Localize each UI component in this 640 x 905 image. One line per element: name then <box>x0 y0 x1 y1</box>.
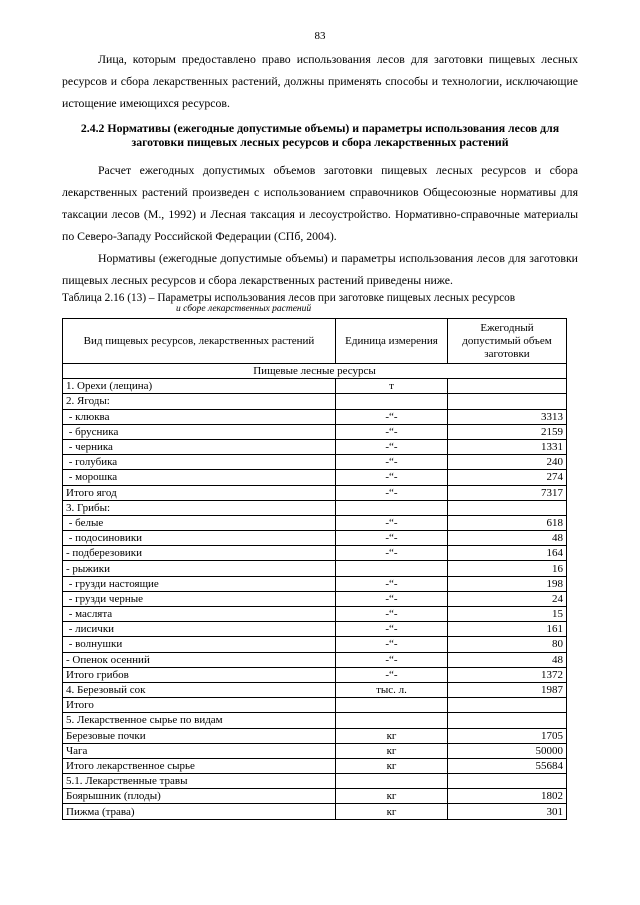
table-row <box>63 728 567 743</box>
cell-value <box>448 379 567 394</box>
cell-resource-name: - Опенок осенний <box>63 652 336 667</box>
table-row <box>63 455 567 470</box>
page-number: 83 <box>314 30 326 42</box>
cell-unit: кг <box>336 789 448 804</box>
section-heading: 2.4.2 Нормативы (ежегодные допустимые объемы) и параметры использования лесов для заготовки пищевых лесных ресурсов и сбора лекарственных растений <box>80 121 560 149</box>
cell-resource-name: - брусника <box>63 424 336 439</box>
cell-value: 618 <box>448 515 567 530</box>
cell-unit: -“- <box>336 637 448 652</box>
cell-resource-name: - подосиновики <box>63 531 336 546</box>
cell-unit <box>336 561 448 576</box>
cell-resource-name: Итого лекарственное сырье <box>63 758 336 773</box>
cell-resource-name: Итого грибов <box>63 667 336 682</box>
table-row <box>63 394 567 409</box>
cell-resource-name: 5.1. Лекарственные травы <box>63 774 336 789</box>
table-caption: Таблица 2.16 (13) – Параметры использования лесов при заготовке пищевых лесных ресурсов <box>62 292 516 304</box>
table-row <box>63 439 567 454</box>
cell-unit: -“- <box>336 424 448 439</box>
cell-value: 1331 <box>448 439 567 454</box>
document-body <box>62 48 578 820</box>
cell-value <box>448 774 567 789</box>
cell-resource-name: 4. Березовый сок <box>63 682 336 697</box>
table-row <box>63 682 567 697</box>
cell-resource-name: Итого ягод <box>63 485 336 500</box>
header-unit: Единица измерения <box>336 319 448 364</box>
table-row <box>63 470 567 485</box>
table-row <box>63 515 567 530</box>
cell-unit: -“- <box>336 531 448 546</box>
cell-value: 2159 <box>448 424 567 439</box>
table-row <box>63 546 567 561</box>
cell-value: 48 <box>448 652 567 667</box>
table-row <box>63 485 567 500</box>
table-row <box>63 667 567 682</box>
group-label: Пищевые лесные ресурсы <box>63 364 567 379</box>
cell-resource-name: Пижма (трава) <box>63 804 336 819</box>
cell-unit <box>336 500 448 515</box>
cell-value: 50000 <box>448 743 567 758</box>
cell-value: 274 <box>448 470 567 485</box>
cell-unit <box>336 698 448 713</box>
cell-resource-name: Чага <box>63 743 336 758</box>
table-row <box>63 379 567 394</box>
table-group-row <box>63 364 567 379</box>
cell-unit: кг <box>336 758 448 773</box>
cell-value: 1372 <box>448 667 567 682</box>
table-row <box>63 561 567 576</box>
cell-resource-name: - лисички <box>63 622 336 637</box>
cell-value: 1802 <box>448 789 567 804</box>
cell-resource-name: - белые <box>63 515 336 530</box>
table-row <box>63 622 567 637</box>
table-row <box>63 409 567 424</box>
cell-value: 48 <box>448 531 567 546</box>
table-row <box>63 424 567 439</box>
cell-resource-name: 5. Лекарственное сырье по видам <box>63 713 336 728</box>
cell-resource-name: 2. Ягоды: <box>63 394 336 409</box>
cell-value <box>448 394 567 409</box>
table-row <box>63 591 567 606</box>
cell-value: 164 <box>448 546 567 561</box>
table-row <box>63 637 567 652</box>
table-row <box>63 713 567 728</box>
cell-resource-name: - грузди черные <box>63 591 336 606</box>
cell-unit: кг <box>336 728 448 743</box>
cell-value: 240 <box>448 455 567 470</box>
cell-value: 1705 <box>448 728 567 743</box>
paragraph-table-intro: Нормативы (ежегодные допустимые объемы) и параметры использования лесов для заготовки пищевых лесных ресурсов и сбора лекарственных растений приведены ниже. <box>62 251 578 287</box>
cell-value: 80 <box>448 637 567 652</box>
cell-resource-name: - черника <box>63 439 336 454</box>
cell-value <box>448 713 567 728</box>
cell-resource-name: 1. Орехи (лещина) <box>63 379 336 394</box>
cell-unit: -“- <box>336 546 448 561</box>
cell-unit: кг <box>336 743 448 758</box>
cell-value: 24 <box>448 591 567 606</box>
cell-resource-name: Березовые почки <box>63 728 336 743</box>
cell-value: 3313 <box>448 409 567 424</box>
cell-unit: -“- <box>336 485 448 500</box>
cell-unit: -“- <box>336 667 448 682</box>
cell-unit: -“- <box>336 576 448 591</box>
cell-value: 15 <box>448 607 567 622</box>
cell-resource-name: - клюква <box>63 409 336 424</box>
cell-value: 1987 <box>448 682 567 697</box>
table-row <box>63 804 567 819</box>
cell-resource-name: - голубика <box>63 455 336 470</box>
cell-resource-name: Итого <box>63 698 336 713</box>
cell-resource-name: - морошка <box>63 470 336 485</box>
table-row <box>63 607 567 622</box>
cell-value: 7317 <box>448 485 567 500</box>
cell-value: 55684 <box>448 758 567 773</box>
cell-unit: -“- <box>336 652 448 667</box>
cell-value: 198 <box>448 576 567 591</box>
cell-unit: кг <box>336 804 448 819</box>
cell-unit <box>336 394 448 409</box>
cell-resource-name: - рыжики <box>63 561 336 576</box>
table-row <box>63 652 567 667</box>
cell-unit <box>336 713 448 728</box>
resources-table <box>62 318 567 820</box>
cell-resource-name: - грузди настоящие <box>63 576 336 591</box>
table-header-row <box>63 319 567 364</box>
table-row <box>63 758 567 773</box>
cell-unit: т <box>336 379 448 394</box>
cell-unit: -“- <box>336 409 448 424</box>
cell-value: 161 <box>448 622 567 637</box>
cell-value: 16 <box>448 561 567 576</box>
cell-unit: тыс. л. <box>336 682 448 697</box>
header-resource-type: Вид пищевых ресурсов, лекарственных растений <box>63 319 336 364</box>
cell-unit: -“- <box>336 607 448 622</box>
cell-resource-name: - подберезовики <box>63 546 336 561</box>
table-row <box>63 789 567 804</box>
table-row <box>63 531 567 546</box>
cell-unit: -“- <box>336 455 448 470</box>
table-row <box>63 774 567 789</box>
cell-resource-name: Боярышник (плоды) <box>63 789 336 804</box>
cell-unit: -“- <box>336 439 448 454</box>
table-row <box>63 698 567 713</box>
cell-unit: -“- <box>336 515 448 530</box>
cell-unit: -“- <box>336 622 448 637</box>
paragraph-references: Расчет ежегодных допустимых объемов заготовки пищевых лесных ресурсов и сбора лекарственных растений произведен с использованием справочников Общесоюзные нормативы для таксации лесов (М., 1992) и Лесная таксация и лесоустройство. Нормативно-справочные материалы по Северо-Западу Российской Федерации (СПб, 2004). <box>62 163 578 243</box>
table-row <box>63 500 567 515</box>
cell-resource-name: - волнушки <box>63 637 336 652</box>
table-caption-tail: и сборе лекарственных растений <box>176 304 312 314</box>
cell-unit: -“- <box>336 470 448 485</box>
table-row <box>63 743 567 758</box>
table-row <box>63 576 567 591</box>
cell-value: 301 <box>448 804 567 819</box>
cell-unit: -“- <box>336 591 448 606</box>
cell-resource-name: 3. Грибы: <box>63 500 336 515</box>
cell-resource-name: - маслята <box>63 607 336 622</box>
cell-value <box>448 698 567 713</box>
cell-unit <box>336 774 448 789</box>
header-annual-volume: Ежегодный допустимый объем заготовки <box>448 319 567 364</box>
cell-value <box>448 500 567 515</box>
intro-paragraph: Лица, которым предоставлено право использования лесов для заготовки пищевых лесных ресурсов и сбора лекарственных растений, должны применять способы и технологии, исключающие истощение имеющихся ресурсов. <box>62 52 578 110</box>
